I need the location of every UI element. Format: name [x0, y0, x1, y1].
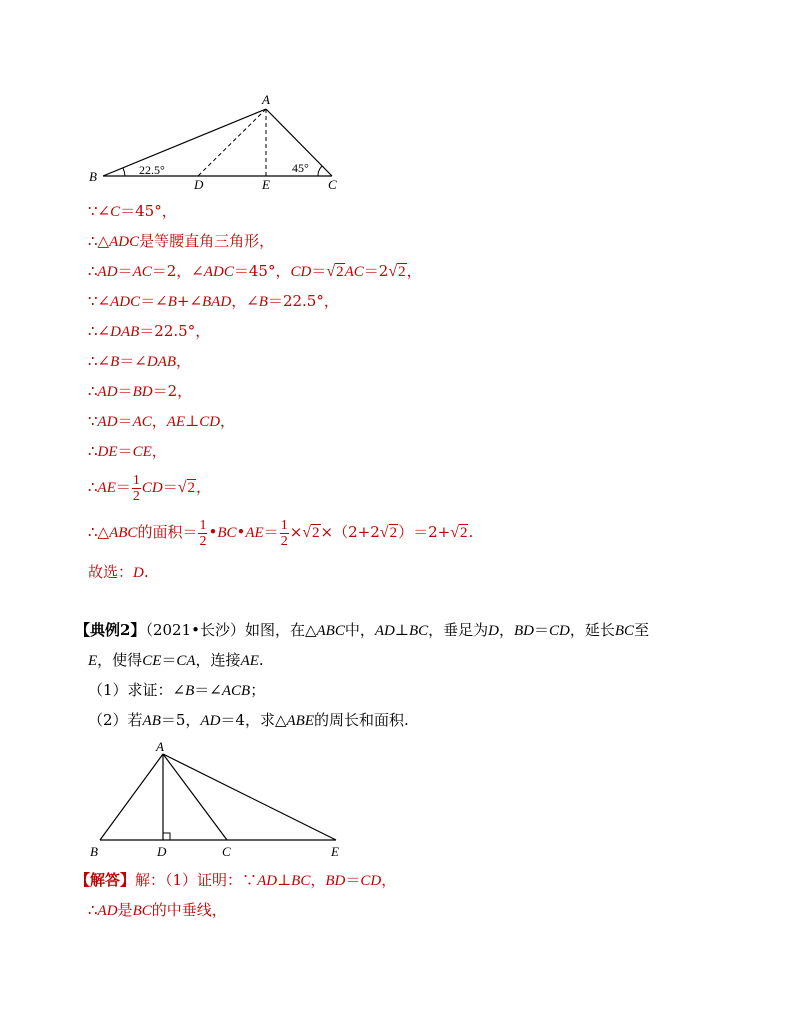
- label-e: E: [262, 177, 270, 190]
- solution-line-6: ∴∠B＝∠DAB，: [88, 352, 192, 370]
- solution-line-10: ∴AE＝ $\frac{1}{2}$ CD＝√2，: [88, 472, 212, 504]
- label-a: A: [156, 739, 164, 754]
- solution-line-2: ∴△ADC是等腰直角三角形，: [88, 232, 275, 250]
- sqrt-expression: √2: [450, 524, 468, 541]
- sqrt-expression: √2: [388, 263, 406, 280]
- sqrt-expression: √2: [177, 479, 196, 496]
- sqrt-expression: √2: [326, 263, 344, 280]
- example-tag: 【典例2】: [75, 621, 146, 639]
- label-c: C: [328, 177, 337, 190]
- label-e: E: [331, 844, 339, 859]
- solution-line-4: ∵∠ADC＝∠B+∠BAD，∠B＝22.5°，: [88, 292, 339, 310]
- sqrt-expression: √2: [302, 524, 320, 541]
- label-b: B: [90, 844, 98, 859]
- example2-line-3: （1）求证：∠B＝∠ACB；: [88, 681, 266, 699]
- solution-line-8: ∵AD＝AC，AE⊥CD，: [88, 412, 236, 430]
- segment-ab: [103, 109, 266, 176]
- fraction: $\frac{1}{2}$: [132, 472, 140, 504]
- solution-line-5: ∴∠DAB＝22.5°，: [88, 322, 211, 340]
- solution-line-11: ∴△ABC的面积＝ $\frac{1}{2}$ •BC•AE＝ $\frac{1}{2}$ ×√2×（2+2√2）＝2+√2.: [88, 517, 474, 549]
- fraction: $\frac{1}{2}$: [199, 517, 207, 549]
- example2-line-2: E，使得CE＝CA，连接AE.: [88, 651, 264, 669]
- label-c: C: [222, 844, 231, 859]
- segment-ad-dashed: [198, 109, 266, 176]
- label-d: D: [157, 844, 167, 859]
- angle-c-arc: [318, 166, 322, 176]
- solution-line-1: ∵∠C＝45°，: [88, 202, 177, 220]
- angle-b-arc: [123, 168, 125, 176]
- angle-b-label: 22.5°: [139, 163, 165, 177]
- solution-line-3: ∴AD＝AC＝2，∠ADC＝45°，CD＝√2AC＝2√2，: [88, 262, 422, 280]
- example2-line-4: （2）若AB＝5，AD＝4，求△ABE的周长和面积.: [88, 711, 409, 729]
- fraction: $\frac{1}{2}$: [280, 517, 288, 549]
- example2-line-1: 【典例2】（2021•长沙）如图，在△ABC中，AD⊥BC，垂足为D，BD＝CD，延长BC至: [75, 621, 650, 639]
- right-angle-mark: [163, 833, 170, 840]
- solution-line-7: ∴AD＝BD＝2，: [88, 382, 193, 400]
- label-d: D: [194, 177, 204, 190]
- solution2-line-2: ∴AD是BC的中垂线，: [88, 901, 227, 919]
- answer-line: 故选：D.: [88, 563, 149, 581]
- angle-c-label: 45°: [292, 161, 309, 175]
- triangle-figure-1: [85, 90, 345, 190]
- answer-tag: 【解答】: [75, 871, 136, 889]
- solution-line-9: ∴DE＝CE，: [88, 442, 167, 460]
- segment-ac: [163, 754, 227, 840]
- label-a: A: [262, 92, 270, 107]
- segment-ab: [100, 754, 163, 840]
- segment-ae: [163, 754, 336, 840]
- triangle-figure-2: [85, 738, 355, 862]
- sqrt-expression: √2: [379, 524, 398, 541]
- label-b: B: [89, 169, 97, 184]
- solution2-line-1: 【解答】解：（1）证明：∵AD⊥BC，BD＝CD，: [75, 871, 397, 889]
